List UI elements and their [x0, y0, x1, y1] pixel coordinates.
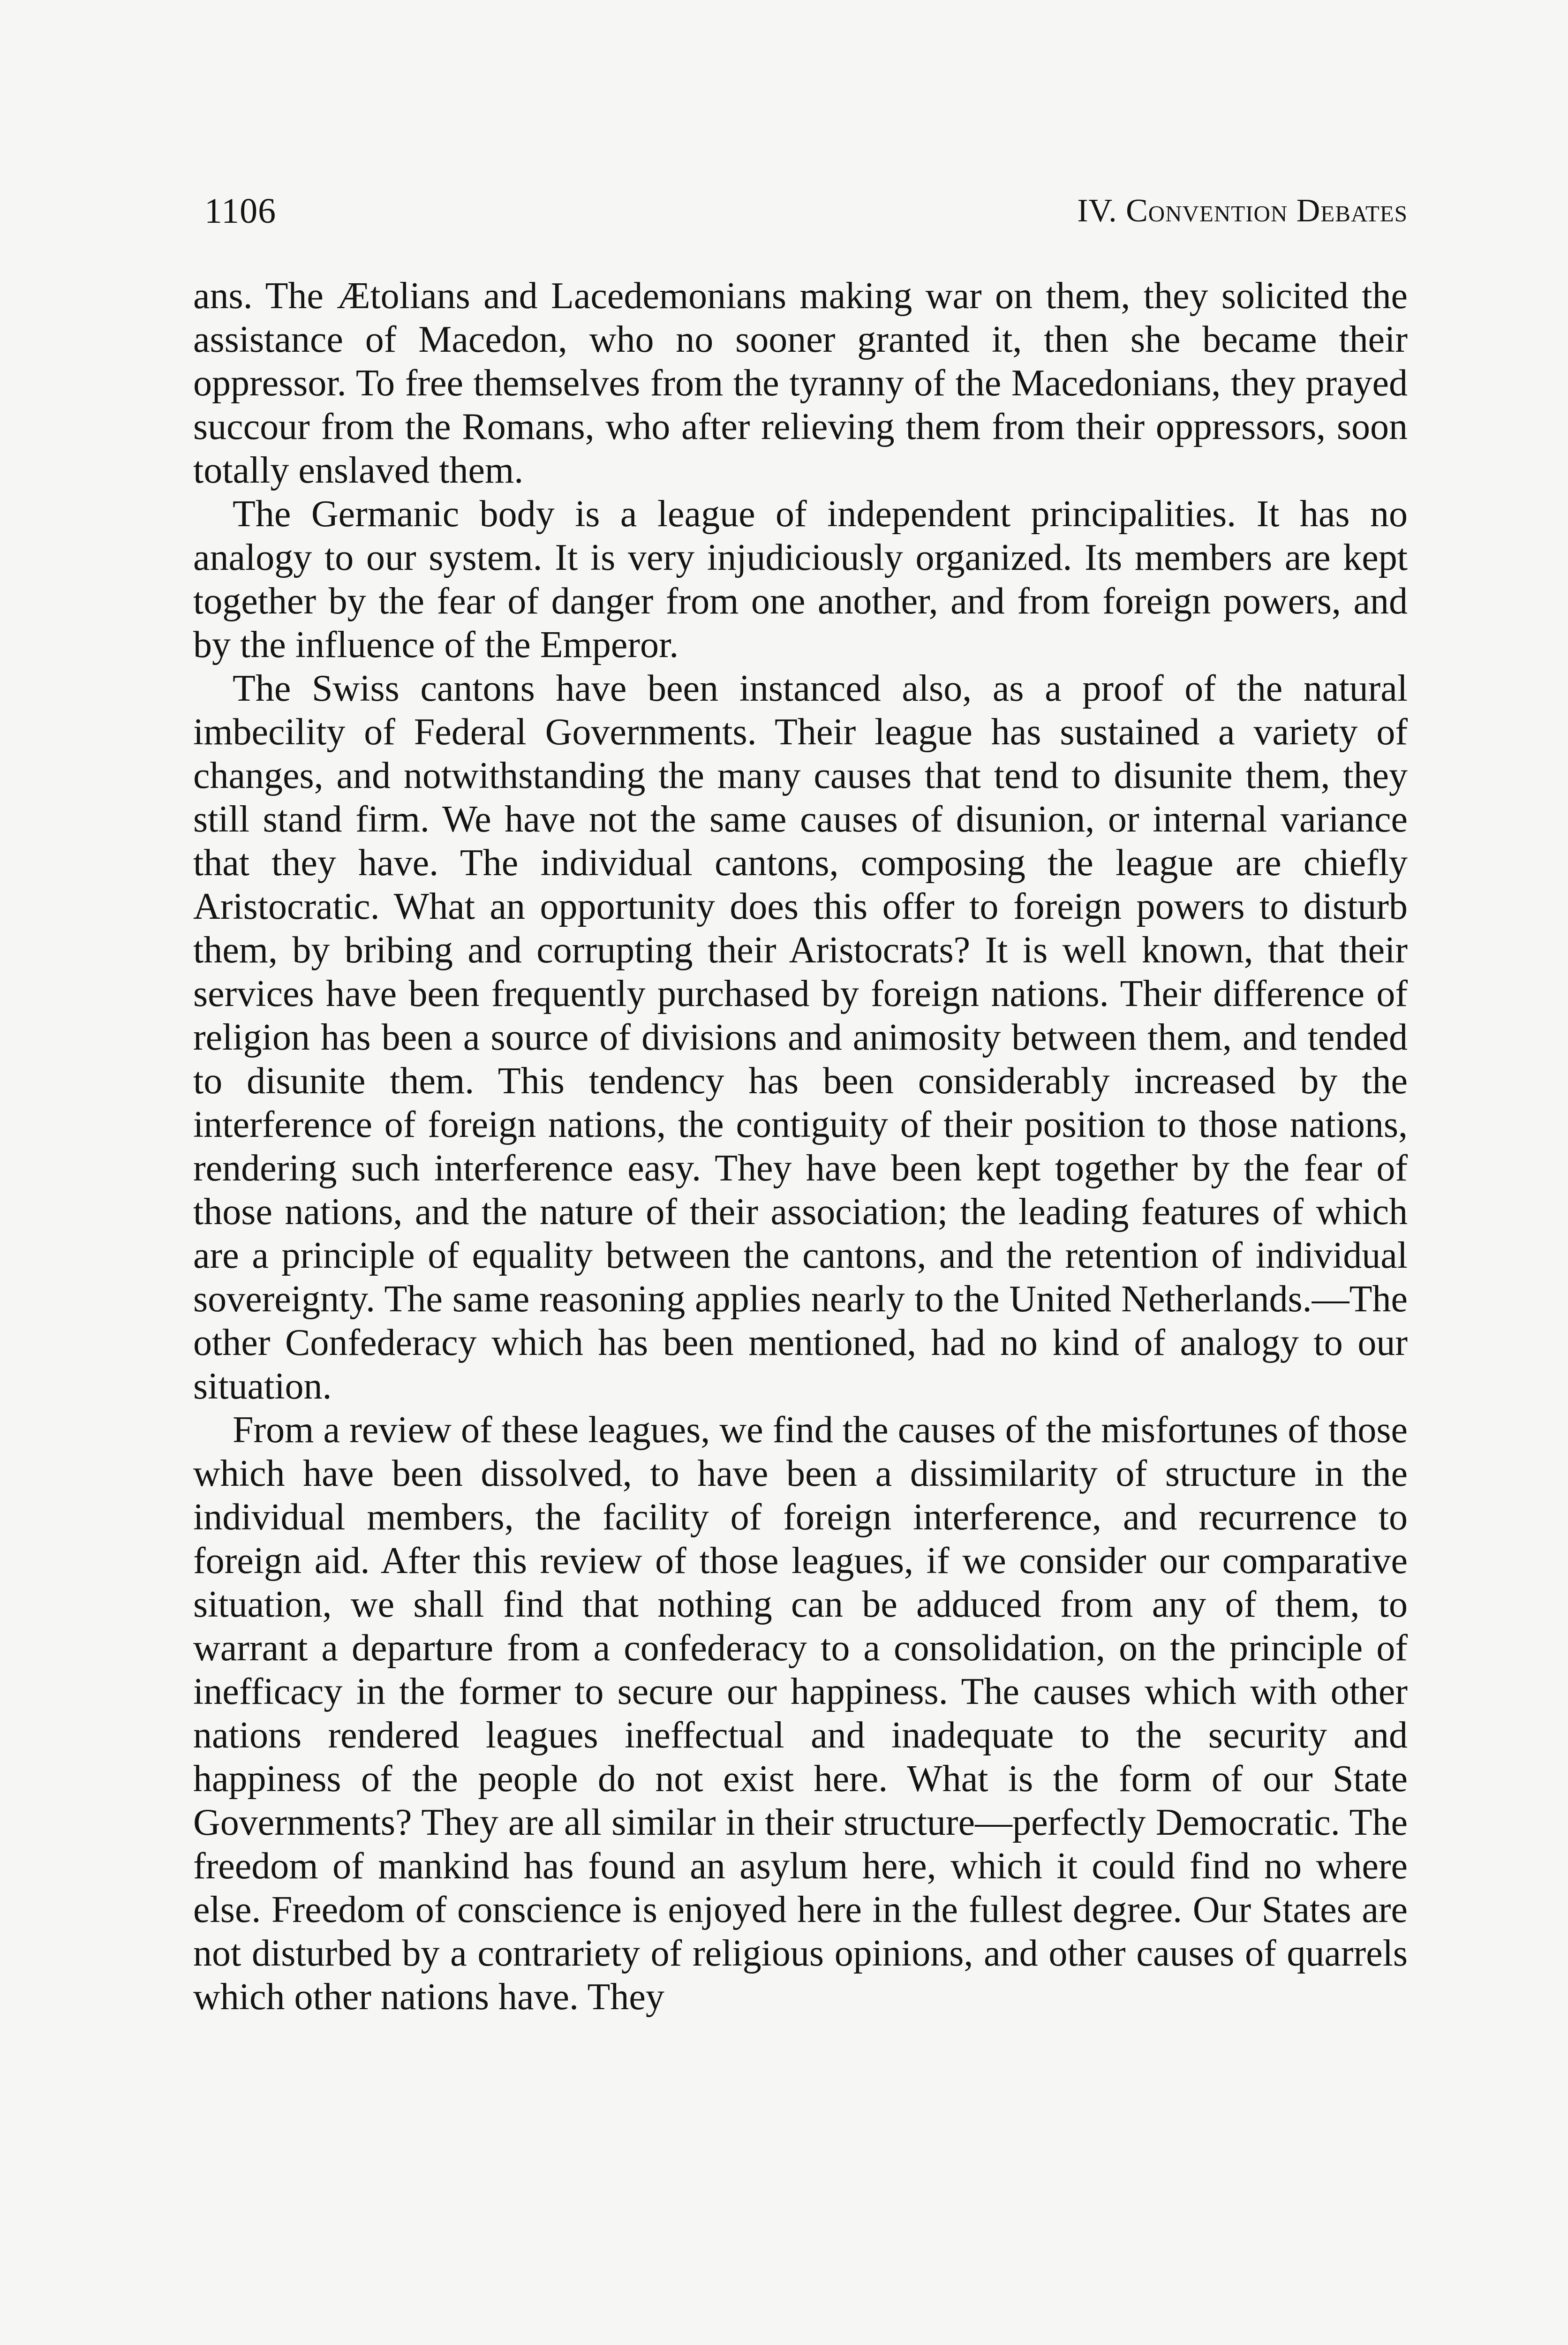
page-header [204, 190, 1408, 232]
paragraph-germanic-body: The Germanic body is a league of independent principalities. It has no analogy to our system. It is very injudiciously organized. Its members are kept together by the fear of danger from one another, and from foreign powers, and by the influence of the Emperor. [193, 493, 1408, 666]
paragraph-review-of-leagues: From a review of these leagues, we find the causes of the misfortunes of those which have been dissolved, to have been a dissimilarity of structure in the individual members, the facility of foreign interference, and recurrence to foreign aid. After this review of those leagues, if we consider our comparative situation, we shall find that nothing can be adduced from any of them, to warrant a departure from a confederacy to a consolidation, on the principle of inefficacy in the former to secure our happiness. The causes which with other nations rendered leagues ineffectual and inadequate to the security and happiness of the people do not exist here. What is the form of our State Governments? They are all similar in their structure—perfectly Democratic. The freedom of mankind has found an asylum here, which it could find no where else. Freedom of conscience is enjoyed here in the fullest degree. Our States are not disturbed by a contrariety of religious opinions, and other causes of quarrels which other nations have. They [193, 1409, 1408, 2018]
paragraph-swiss-cantons: The Swiss cantons have been instanced also, as a proof of the natural imbecility of Federal Governments. Their league has sustained a variety of changes, and notwithstanding the many causes that tend to disunite them, they still stand firm. We have not the same causes of disunion, or internal variance that they have. The individual cantons, composing the league are chiefly Aristocratic. What an opportunity does this offer to foreign powers to disturb them, by bribing and corrupting their Aristocrats? It is well known, that their services have been frequently purchased by foreign nations. Their difference of religion has been a source of divisions and animosity between them, and tended to disunite them. This tendency has been considerably increased by the interference of foreign nations, the contiguity of their position to those nations, rendering such interference easy. They have been kept together by the fear of those nations, and the nature of their association; the leading features of which are a principle of equality between the cantons, and the retention of individual sovereignty. The same reasoning applies nearly to the United Netherlands.—The other Confederacy which has been mentioned, had no kind of analogy to our situation. [193, 668, 1408, 1407]
page-number: 1106 [204, 191, 277, 231]
body-text [193, 274, 1408, 2019]
paragraph-continued: ans. The Ætolians and Lacedemonians making war on them, they solicited the assistance of Macedon, who no sooner granted it, then she became their oppressor. To free themselves from the tyranny of the Macedonians, they prayed succour from the Romans, who after relieving them from their oppressors, soon totally enslaved them. [193, 275, 1408, 491]
running-head: IV. Convention Debates [1077, 193, 1408, 229]
